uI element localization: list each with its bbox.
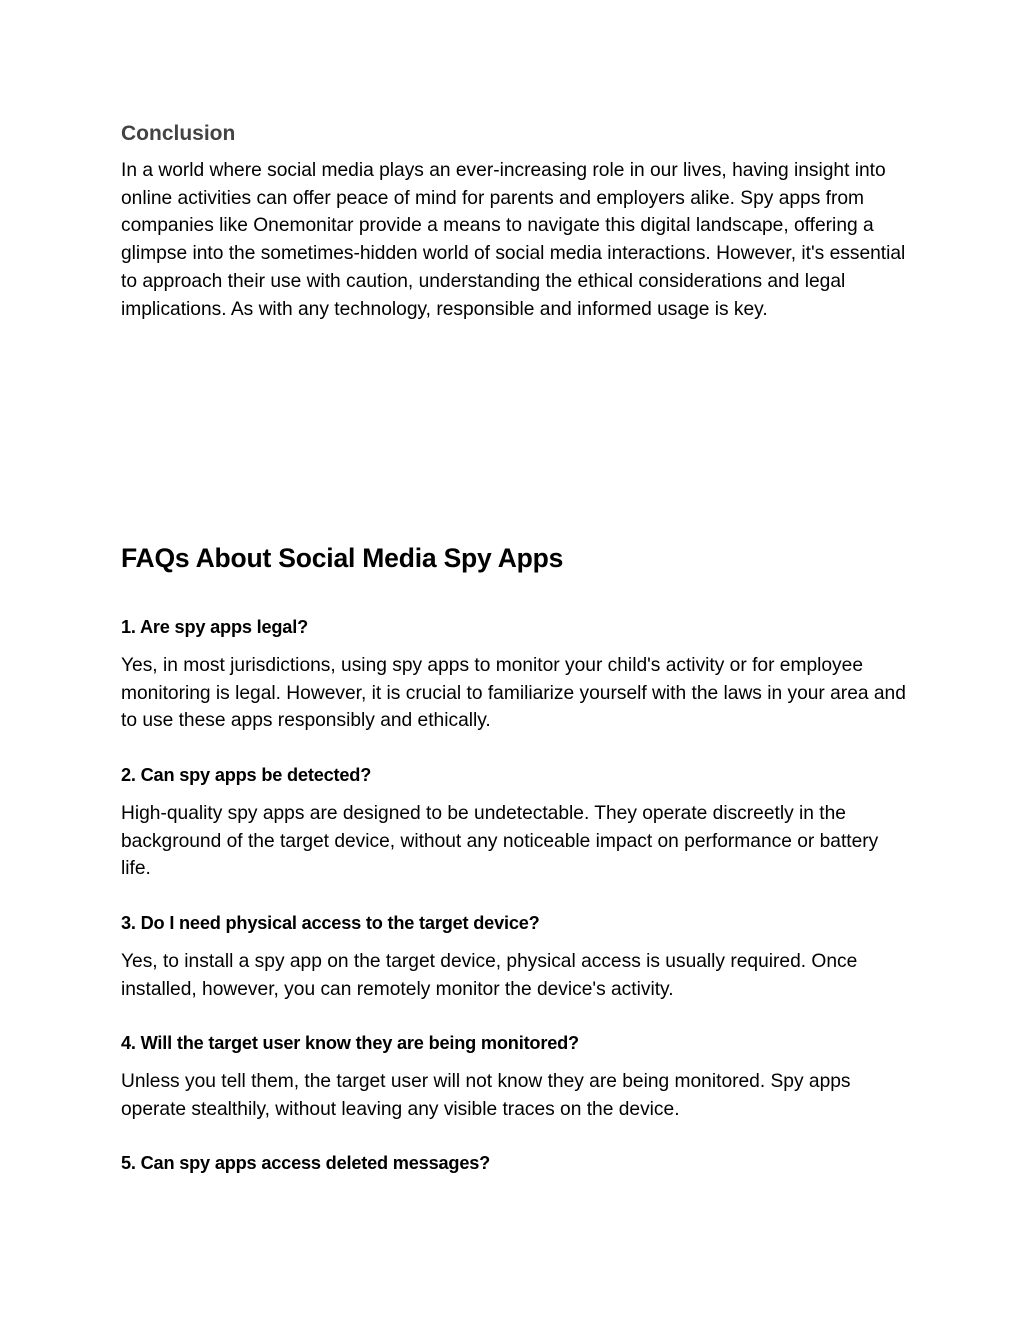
faq-answer-1: Yes, in most jurisdictions, using spy apps to monitor your child's activity or for employee monitoring is legal. However, it is crucial to familiarize yourself with the laws in your area and to use these apps responsibly and ethically. <box>121 655 906 732</box>
faq-question-5: 5. Can spy apps access deleted messages? <box>121 1153 491 1173</box>
faq-question-1: 1. Are spy apps legal? <box>121 617 308 637</box>
faq-answer-2: High-quality spy apps are designed to be undetectable. They operate discreetly in the background of the target device, without any noticeable impact on performance or battery life. <box>121 803 879 880</box>
conclusion-heading: Conclusion <box>121 122 236 145</box>
conclusion-paragraph: In a world where social media plays an ever-increasing role in our lives, having insight into online activities can offer peace of mind for parents and employers alike. Spy apps from companies like Onemonitar provide a means to navigate this digital landscape, offering a glimpse into the sometimes-hidden world of social media interactions. However, it's essential to approach their use with caution, understanding the ethical considerations and legal implications. As with any technology, responsible and informed usage is key. <box>121 160 906 320</box>
faq-question-3: 3. Do I need physical access to the target device? <box>121 913 540 933</box>
faq-answer-4: Unless you tell them, the target user will not know they are being monitored. Spy apps operate stealthily, without leaving any visible traces on the device. <box>121 1071 851 1120</box>
faq-question-2: 2. Can spy apps be detected? <box>121 765 372 785</box>
faq-answer-3: Yes, to install a spy app on the target device, physical access is usually required. Once installed, however, you can remotely monitor the device's activity. <box>121 951 858 1000</box>
faq-heading: FAQs About Social Media Spy Apps <box>121 543 564 573</box>
faq-question-4: 4. Will the target user know they are being monitored? <box>121 1033 579 1053</box>
